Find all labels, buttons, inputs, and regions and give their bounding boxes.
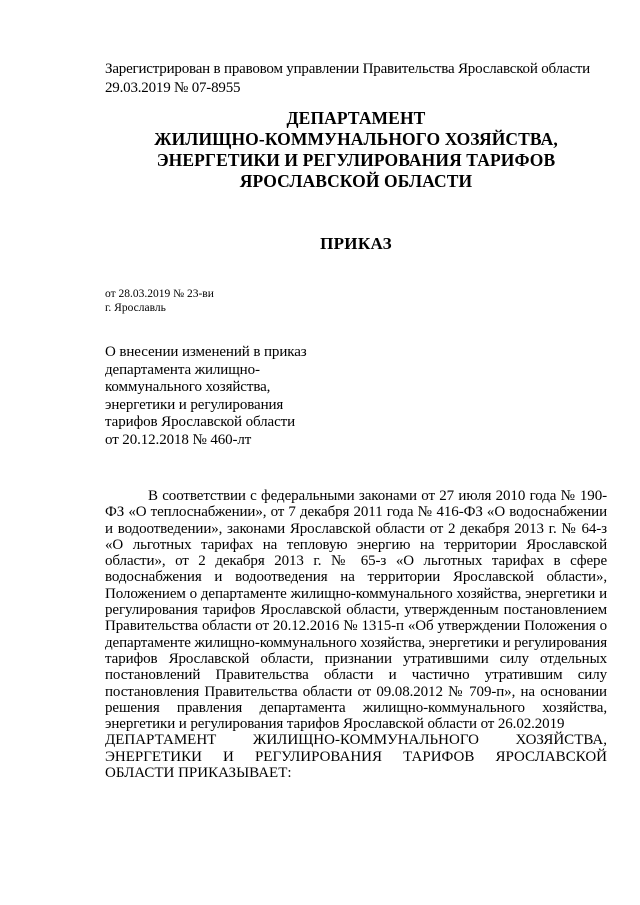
subject-line: от 20.12.2018 № 460-лт — [105, 431, 252, 448]
registration-stamp — [105, 60, 590, 98]
order-title: ПРИКАЗ — [320, 234, 392, 253]
registration-line: Зарегистрирован в правовом управлении Правительства Ярославской области — [105, 61, 590, 77]
registration-number: 29.03.2019 № 07-8955 — [105, 80, 241, 96]
department-line: ДЕПАРТАМЕНТ — [286, 108, 426, 128]
department-header — [105, 108, 607, 192]
order-body — [105, 488, 607, 781]
department-line: ЯРОСЛАВСКОЙ ОБЛАСТИ — [239, 171, 473, 191]
order-subject — [105, 344, 307, 449]
subject-line: коммунального хозяйства, — [105, 379, 271, 395]
body-closing: ДЕПАРТАМЕНТ ЖИЛИЩНО-КОММУНАЛЬНОГО ХОЗЯЙСТВА, ЭНЕРГЕТИКИ И РЕГУЛИРОВАНИЯ ТАРИФОВ ЯРОСЛАВСКОЙ ОБЛАСТИ ПРИКАЗЫВАЕТ: — [105, 732, 607, 782]
department-line: ЖИЛИЩНО-КОММУНАЛЬНОГО ХОЗЯЙСТВА, — [154, 129, 558, 149]
department-line: ЭНЕРГЕТИКИ И РЕГУЛИРОВАНИЯ ТАРИФОВ — [156, 150, 556, 170]
subject-line: энергетики и регулирования — [105, 396, 284, 413]
subject-line: департамента жилищно- — [105, 361, 260, 378]
order-meta — [105, 287, 214, 315]
order-date-number: от 28.03.2019 № 23-ви — [105, 288, 214, 300]
subject-line: О внесении изменений в приказ — [105, 344, 307, 360]
subject-line: тарифов Ярославской области — [105, 414, 296, 430]
order-city: г. Ярославль — [105, 302, 166, 314]
body-paragraph: В соответствии с федеральными законами от 27 июля 2010 года № 190-ФЗ «О теплоснабжении», от 7 декабря 2011 года № 416-ФЗ «О водоснабжении и водоотведении», законами Ярославской области от 2 декабря 2013 г. № 64-з «О льготных тарифах на тепловую энергию на территории Ярославской области», от 2 декабря 2013 г. № 65-з «О льготных тарифах в сфере водоснабжения и водоотведения на территории Ярославской области», Положением о департаменте жилищно-коммунального хозяйства, энергетики и регулирования тарифов Ярославской области, утвержденным постановлением Правительства области от 20.12.2016 № 1315-п «Об утверждении Положения о департаменте жилищно-коммунального хозяйства, энергетики и регулирования тарифов Ярославской области, признании утратившими силу отдельных постановлений Правительства области и частично утратившим силу постановления Правительства области от 09.08.2012 № 709-п», на основании решения правления департамента жилищно-коммунального хозяйства, энергетики и регулирования тарифов Ярославской области от 26.02.2019 — [105, 488, 607, 733]
